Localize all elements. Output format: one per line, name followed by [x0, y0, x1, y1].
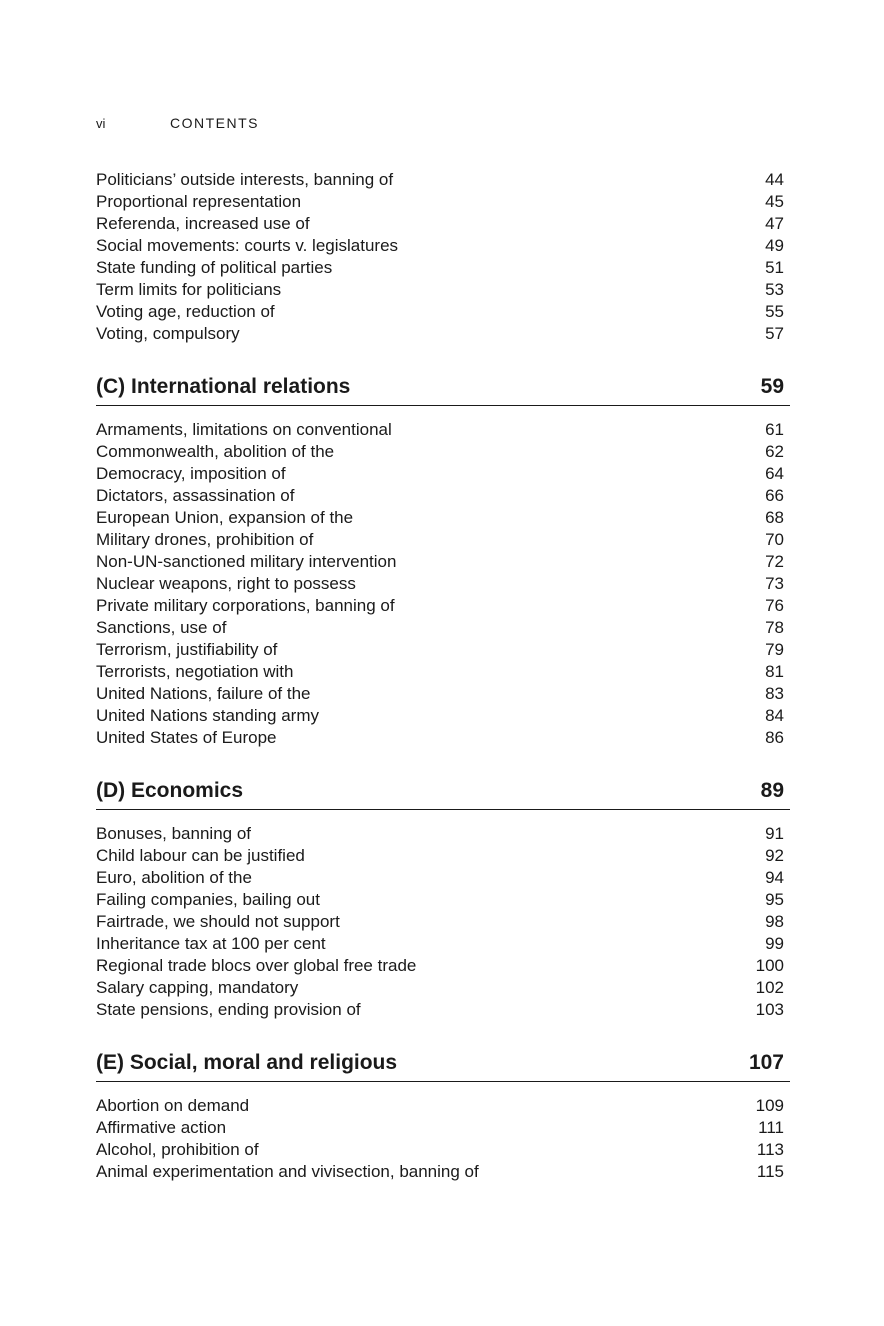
toc-entry-title: Fairtrade, we should not support	[96, 912, 340, 931]
toc-entry-page: 109	[755, 1096, 784, 1115]
toc-entry-title: Child labour can be justified	[96, 846, 305, 865]
toc-entry-page: 45	[765, 192, 784, 211]
toc-entry-title: Non-UN-sanctioned military intervention	[96, 552, 397, 571]
toc-entry[interactable]	[96, 617, 790, 639]
toc-entry[interactable]	[96, 1095, 790, 1117]
toc-entry[interactable]	[96, 933, 790, 955]
toc-entry-title: State pensions, ending provision of	[96, 1000, 361, 1019]
toc-entry[interactable]	[96, 595, 790, 617]
toc-entry-list	[96, 823, 790, 1021]
toc-entry-list	[96, 419, 790, 749]
toc-entry[interactable]	[96, 639, 790, 661]
toc-entry-page: 68	[765, 508, 784, 527]
section-heading-title: (D) Economics	[96, 779, 244, 802]
toc-entry-title: Abortion on demand	[96, 1096, 250, 1115]
toc-entry[interactable]	[96, 573, 790, 595]
toc-entry-page: 49	[765, 236, 784, 255]
toc-entry-title: European Union, expansion of the	[96, 508, 354, 527]
toc-entry[interactable]	[96, 911, 790, 933]
toc-entry[interactable]	[96, 323, 790, 345]
toc-entry-page: 53	[765, 280, 784, 299]
toc-entry[interactable]	[96, 1139, 790, 1161]
toc-entry-page: 111	[758, 1118, 784, 1137]
toc-entry[interactable]	[96, 727, 790, 749]
toc-entry[interactable]	[96, 845, 790, 867]
toc-entry[interactable]	[96, 889, 790, 911]
toc-entry-title: Democracy, imposition of	[96, 464, 286, 483]
toc-entry-title: Social movements: courts v. legislatures	[96, 236, 399, 255]
toc-entry-page: 102	[755, 978, 784, 997]
toc-entry-page: 55	[765, 302, 784, 321]
toc-entry-page: 62	[765, 442, 784, 461]
toc-entry-title: Referenda, increased use of	[96, 214, 310, 233]
toc-entry-title: United Nations standing army	[96, 706, 320, 725]
toc-entry-title: State funding of political parties	[96, 258, 333, 277]
toc-entry[interactable]	[96, 529, 790, 551]
toc-entry-title: Euro, abolition of the	[96, 868, 252, 887]
toc-entry-page: 83	[765, 684, 784, 703]
toc-entry[interactable]	[96, 823, 790, 845]
toc-entry-title: Nuclear weapons, right to possess	[96, 574, 356, 593]
toc-entry[interactable]	[96, 683, 790, 705]
toc-entry[interactable]	[96, 213, 790, 235]
toc-entry-title: Sanctions, use of	[96, 618, 227, 637]
toc-entry-page: 95	[765, 890, 784, 909]
toc-entry[interactable]	[96, 301, 790, 323]
toc-entry[interactable]	[96, 977, 790, 999]
toc-entry-title: Commonwealth, abolition of the	[96, 442, 335, 461]
section-heading-page: 59	[760, 375, 784, 398]
toc-entry-list	[96, 169, 790, 345]
toc-entry-page: 51	[765, 258, 784, 277]
toc-entry[interactable]	[96, 705, 790, 727]
toc-entry-page: 100	[755, 956, 784, 975]
toc-entry-page: 94	[765, 868, 784, 887]
section-heading[interactable]	[96, 374, 790, 406]
toc-entry[interactable]	[96, 463, 790, 485]
toc-entry-page: 86	[765, 728, 784, 747]
toc-entry-page: 103	[755, 1000, 784, 1019]
section-heading[interactable]	[96, 1050, 790, 1082]
toc-entry-page: 115	[756, 1162, 784, 1181]
toc-section	[96, 374, 790, 749]
toc-entry-title: Armaments, limitations on conventional	[96, 420, 392, 439]
toc-entry-title: United States of Europe	[96, 728, 277, 747]
toc-entry[interactable]	[96, 441, 790, 463]
toc-entry-title: Affirmative action	[96, 1118, 227, 1137]
toc-entry-title: Term limits for politicians	[96, 280, 282, 299]
running-head	[96, 115, 259, 131]
section-heading-title: (E) Social, moral and religious	[96, 1051, 398, 1074]
toc-entry-page: 81	[765, 662, 784, 681]
toc-entry-list	[96, 1095, 790, 1183]
toc-entry-title: Alcohol, prohibition of	[96, 1140, 259, 1159]
section-heading[interactable]	[96, 778, 790, 810]
toc-entry-page: 113	[756, 1140, 784, 1159]
toc-entry-page: 70	[765, 530, 784, 549]
toc-entry[interactable]	[96, 257, 790, 279]
toc-entry-title: Proportional representation	[96, 192, 302, 211]
toc-entry[interactable]	[96, 419, 790, 441]
toc-entry[interactable]	[96, 485, 790, 507]
toc-section	[96, 169, 790, 345]
toc-section	[96, 778, 790, 1021]
toc-entry-title: Bonuses, banning of	[96, 824, 252, 843]
toc-entry-title: Voting age, reduction of	[96, 302, 275, 321]
toc-entry-page: 44	[765, 170, 784, 189]
toc-entry-title: Inheritance tax at 100 per cent	[96, 934, 326, 953]
toc-entry-title: Military drones, prohibition of	[96, 530, 314, 549]
toc-entry-title: Dictators, assassination of	[96, 486, 295, 505]
toc-entry[interactable]	[96, 279, 790, 301]
toc-entry-page: 99	[765, 934, 784, 953]
toc-entry-page: 78	[765, 618, 784, 637]
toc-entry[interactable]	[96, 1117, 790, 1139]
toc-entry-title: Voting, compulsory	[96, 324, 240, 343]
toc-entry-page: 57	[765, 324, 784, 343]
toc-entry-title: United Nations, failure of the	[96, 684, 311, 703]
page-folio: vi	[96, 116, 106, 131]
toc-entry[interactable]	[96, 867, 790, 889]
toc-entry[interactable]	[96, 955, 790, 977]
toc-entry[interactable]	[96, 551, 790, 573]
running-head-title: CONTENTS	[170, 115, 259, 131]
toc-entry-page: 72	[765, 552, 784, 571]
toc-entry-page: 91	[765, 824, 784, 843]
toc-entry-page: 66	[765, 486, 784, 505]
toc-entry[interactable]	[96, 507, 790, 529]
toc-entry-title: Private military corporations, banning of	[96, 596, 395, 615]
toc-entry[interactable]	[96, 169, 790, 191]
section-heading-page: 89	[760, 779, 784, 802]
toc-entry[interactable]	[96, 235, 790, 257]
toc-entry-title: Terrorism, justifiability of	[96, 640, 278, 659]
toc-entry-page: 98	[765, 912, 784, 931]
toc-entry-page: 79	[765, 640, 784, 659]
toc-entry[interactable]	[96, 1161, 790, 1183]
toc-entry-title: Regional trade blocs over global free trade	[96, 956, 417, 975]
toc-entry-page: 47	[765, 214, 784, 233]
toc-entry[interactable]	[96, 191, 790, 213]
toc-entry[interactable]	[96, 661, 790, 683]
toc-entry-page: 73	[765, 574, 784, 593]
toc-entry-page: 92	[765, 846, 784, 865]
toc-entry-page: 61	[765, 420, 784, 439]
toc-entry-page: 64	[765, 464, 784, 483]
table-of-contents	[96, 169, 790, 1183]
section-heading-title: (C) International relations	[96, 375, 351, 398]
toc-entry-page: 76	[765, 596, 784, 615]
section-heading-page: 107	[748, 1051, 784, 1074]
toc-entry-title: Salary capping, mandatory	[96, 978, 299, 997]
toc-entry-title: Terrorists, negotiation with	[96, 662, 294, 681]
toc-entry-title: Failing companies, bailing out	[96, 890, 320, 909]
toc-entry-title: Politicians’ outside interests, banning of	[96, 170, 394, 189]
toc-entry-title: Animal experimentation and vivisection, banning of	[96, 1162, 479, 1181]
toc-section	[96, 1050, 790, 1183]
toc-entry-page: 84	[765, 706, 784, 725]
toc-entry[interactable]	[96, 999, 790, 1021]
